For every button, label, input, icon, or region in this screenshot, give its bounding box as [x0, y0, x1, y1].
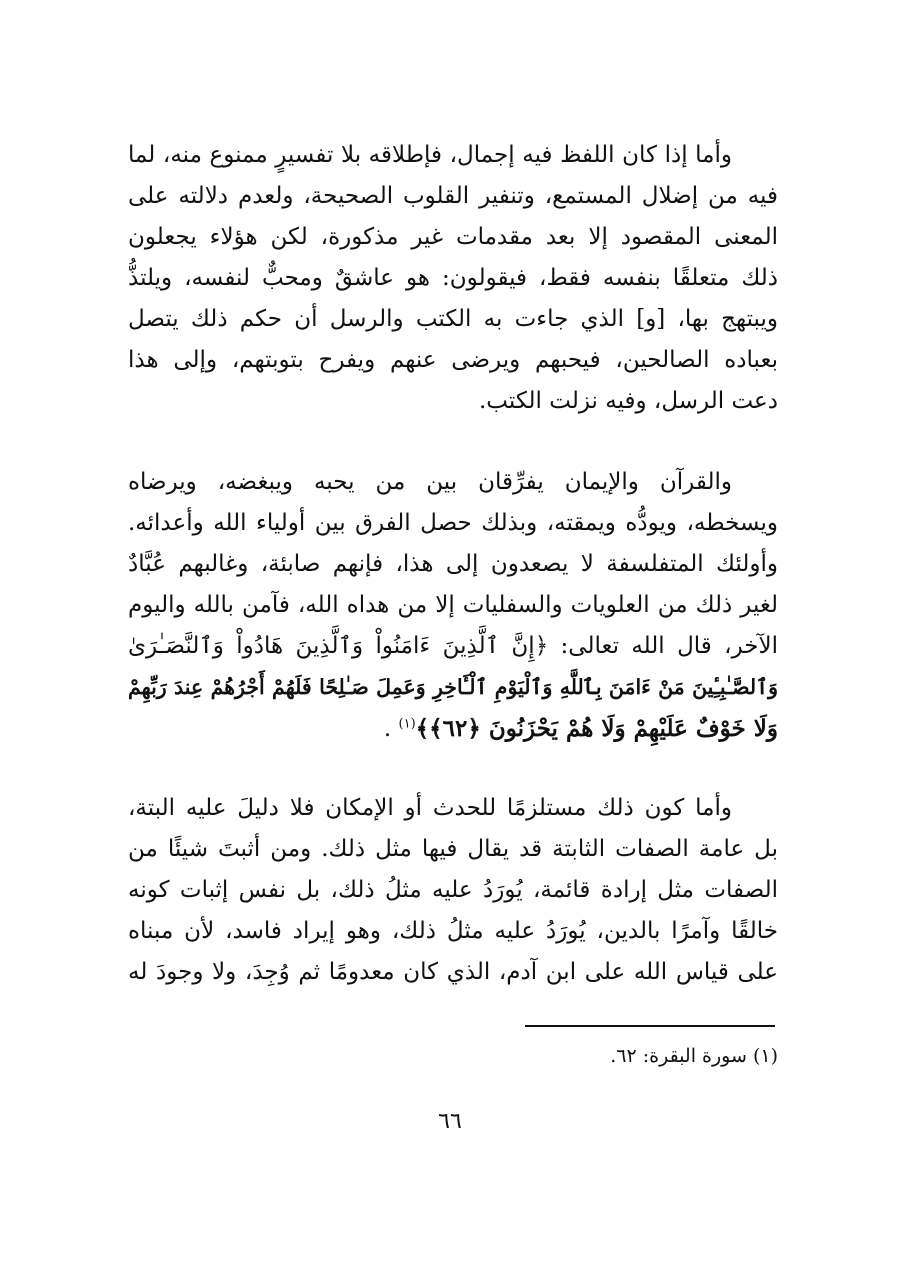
text-line: الآخر، قال الله تعالى: ﴿إِنَّ ٱلَّذِينَ ءَامَنُواْ وَٱلَّذِينَ هَادُواْ وَٱلنَّصَـٰرَىٰ	[128, 633, 778, 659]
quran-verse-line-end	[128, 708, 778, 749]
text-line: والقرآن والإيمان يفرِّقان بين من يحبه ويبغضه، ويرضاه	[128, 469, 732, 495]
text-line: لغير ذلك من العلويات والسفليات إلا من هداه الله، فآمن بالله واليوم	[128, 592, 778, 618]
quran-verse-text: وَلَا خَوْفٌ عَلَيْهِمْ وَلَا هُمْ يَحْزَنُونَ ﴿٦٢﴾﴾	[415, 715, 778, 742]
footnote-separator	[525, 1025, 775, 1027]
paragraph-2	[128, 462, 778, 749]
footnote: (١) سورة البقرة: ٦٢.	[610, 1045, 778, 1067]
quran-verse-line: وَٱلصَّـٰبِـِٔينَ مَنْ ءَامَنَ بِٱللَّهِ وَٱلْيَوْمِ ٱلْـَٔاخِرِ وَعَمِلَ صَـٰلِحًا فَلَهُمْ أَجْرُهُمْ عِندَ رَبِّهِمْ	[128, 675, 779, 699]
text-line: ويسخطه، ويودُّه ويمقته، وبذلك حصل الفرق بين أولياء الله وأعدائه.	[128, 510, 778, 536]
paragraph-1	[128, 135, 778, 422]
text-line: بل عامة الصفات الثابتة قد يقال فيها مثل ذلك. ومن أثبتَ شيئًا من	[128, 836, 778, 862]
text-line: وأما إذا كان اللفظ فيه إجمال، فإطلاقه بلا تفسيرٍ ممنوع منه، لما	[128, 142, 732, 168]
text-line: بعباده الصالحين، فيحبهم ويرضى عنهم ويفرح بتوبتهم، وإلى هذا	[128, 347, 778, 373]
text-line: على قياس الله على ابن آدم، الذي كان معدومًا ثم وُجِدَ، ولا وجودَ له	[128, 959, 778, 985]
text-line: ويبتهج بها، [و] الذي جاءت به الكتب والرسل أن حكم ذلك يتصل	[128, 306, 778, 332]
footnote-reference: (١)	[398, 716, 416, 732]
text-line: وأما كون ذلك مستلزمًا للحدث أو الإمكان فلا دليلَ عليه البتة،	[128, 795, 732, 821]
text-line: الصفات مثل إرادة قائمة، يُورَدُ عليه مثلُ ذلك، بل نفس إثبات كونه	[128, 877, 778, 903]
paragraph-3	[128, 788, 778, 993]
text-line: وأولئك المتفلسفة لا يصعدون إلى هذا، فإنهم صابئة، وغالبهم عُبَّادٌ	[128, 551, 778, 577]
text-line: ذلك متعلقًا بنفسه فقط، فيقولون: هو عاشقٌ ومحبٌّ لنفسه، ويلتذُّ	[128, 265, 778, 291]
text-line: فيه من إضلال المستمع، وتنفير القلوب الصحيحة، ولعدم دلالته على	[128, 183, 778, 209]
text-line: دعت الرسل، وفيه نزلت الكتب.	[479, 388, 778, 414]
text-line: المعنى المقصود إلا بعد مقدمات غير مذكورة، لكن هؤلاء يجعلون	[128, 224, 778, 250]
sentence-period: .	[383, 716, 392, 742]
text-line: خالقًا وآمرًا بالدين، يُورَدُ عليه مثلُ ذلك، وهو إيراد فاسد، لأن مبناه	[128, 918, 778, 944]
page-number: ٦٦	[438, 1109, 462, 1134]
